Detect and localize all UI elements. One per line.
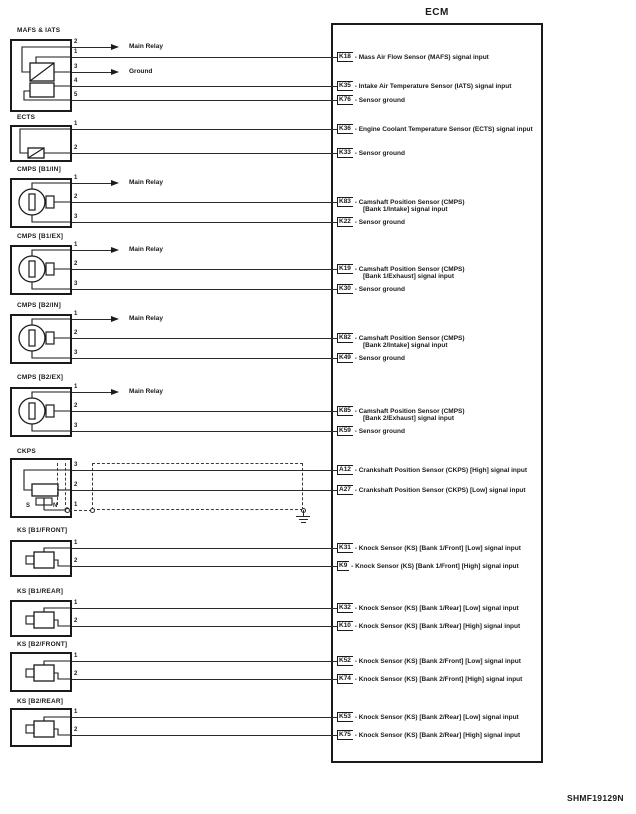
- pin-number: 1: [74, 653, 78, 659]
- connector-label: ECTS: [17, 114, 36, 121]
- ground-symbol: [299, 519, 308, 520]
- ecm-pin-description: - Knock Sensor (KS) [Bank 1/Rear] [Low] signal input: [353, 605, 519, 612]
- signal-wire: [72, 289, 338, 290]
- ecm-pin-id: K30: [339, 285, 351, 292]
- ecm-pin-description: - Knock Sensor (KS) [Bank 2/Front] [Low] signal input: [353, 658, 521, 665]
- ecm-pin-description: - Knock Sensor (KS) [Bank 1/Front] [Low] signal input: [353, 545, 521, 552]
- shield-node: [65, 508, 70, 513]
- pin-number: 1: [74, 384, 78, 390]
- pin-number: 3: [74, 214, 78, 220]
- pin-number: 1: [74, 175, 78, 181]
- pin-number: 2: [74, 330, 78, 336]
- pin-number: 3: [74, 64, 78, 70]
- arrow-right-icon: [111, 44, 119, 50]
- ecm-pin-id: A27: [339, 486, 351, 493]
- ecm-pin-description: - Sensor ground: [353, 150, 405, 157]
- pin-number: 2: [74, 671, 78, 677]
- ecm-pin-id: K74: [339, 675, 351, 682]
- main-relay-label: Main Relay: [129, 315, 163, 322]
- pin-number: 5: [74, 92, 78, 98]
- supply-wire: [72, 250, 111, 251]
- ecm-pin-description-line2: [Bank 2/Intake] signal input: [363, 342, 448, 349]
- ecm-pin-label: [337, 284, 405, 294]
- ecm-pin-description: - Knock Sensor (KS) [Bank 1/Rear] [High] signal input: [353, 623, 520, 630]
- ecm-pin-description: - Sensor ground: [353, 355, 405, 362]
- ecm-pin-label: [337, 52, 489, 62]
- signal-wire: [72, 358, 338, 359]
- pin-number: 2: [74, 145, 78, 151]
- signal-wire: [72, 338, 338, 339]
- ecm-pin-label: [337, 124, 533, 134]
- supply-wire: [72, 392, 111, 393]
- magnet-north-label: N: [53, 503, 58, 509]
- pin-number: 1: [74, 49, 78, 55]
- signal-wire: [72, 735, 338, 736]
- ecm-pin-label: [337, 730, 520, 740]
- ecm-pin-id: K32: [339, 604, 351, 611]
- ecm-pin-description: - Knock Sensor (KS) [Bank 2/Front] [High] signal input: [353, 676, 522, 683]
- pin-number: 2: [74, 194, 78, 200]
- ecm-pin-id: K82: [339, 334, 351, 341]
- pin-number: 2: [74, 261, 78, 267]
- shield-dash-line: [69, 510, 92, 511]
- connector-label: CMPS [B2/IN]: [17, 302, 61, 309]
- ecm-pin-label: [337, 621, 520, 631]
- cmps-sensor-icon: [10, 314, 72, 364]
- ground-symbol: [296, 516, 310, 517]
- ecm-pin-id: K10: [339, 622, 351, 629]
- signal-wire: [72, 608, 338, 609]
- arrow-right-icon: [111, 389, 119, 395]
- ecm-pin-label: [337, 674, 522, 684]
- ecm-pin-description: - Crankshaft Position Sensor (CKPS) [Low] signal input: [353, 487, 526, 494]
- ecm-pin-id: K31: [339, 544, 351, 551]
- pin-number: 2: [74, 558, 78, 564]
- ecm-pin-label: [337, 543, 521, 553]
- ecm-pin-description-line2: [Bank 1/Intake] signal input: [363, 206, 448, 213]
- ecm-pin-id: K52: [339, 657, 351, 664]
- ecm-pin-label: [337, 561, 519, 571]
- pin-number: 1: [74, 311, 78, 317]
- ckps-sensor-icon: [10, 458, 72, 518]
- signal-wire: [72, 717, 338, 718]
- ecm-pin-description: - Sensor ground: [353, 286, 405, 293]
- connector-label: CKPS: [17, 448, 36, 455]
- signal-wire: [72, 566, 338, 567]
- pin-number: 3: [74, 281, 78, 287]
- ecm-pin-label: [337, 353, 405, 363]
- pin-number: 2: [74, 618, 78, 624]
- ecm-pin-label: [337, 712, 519, 722]
- shield-dash-line: [65, 463, 66, 505]
- main-relay-label: Main Relay: [129, 43, 163, 50]
- shield-dash-line: [57, 463, 58, 505]
- signal-wire: [72, 222, 338, 223]
- pin-number: 2: [74, 39, 78, 45]
- connector-label: CMPS [B2/EX]: [17, 374, 64, 381]
- ecm-pin-description: - Camshaft Position Sensor (CMPS): [353, 335, 465, 342]
- connector-label: CMPS [B1/IN]: [17, 166, 61, 173]
- shield-node: [90, 508, 95, 513]
- ground-label: Ground: [129, 68, 153, 75]
- ks-sensor-icon: [10, 600, 72, 637]
- pin-number: 1: [74, 502, 78, 508]
- pin-number: 2: [74, 727, 78, 733]
- ecm-pin-description: - Camshaft Position Sensor (CMPS): [353, 199, 465, 206]
- signal-wire: [72, 202, 338, 203]
- signal-wire: [72, 411, 338, 412]
- signal-wire: [72, 679, 338, 680]
- ecm-pin-description: - Mass Air Flow Sensor (MAFS) signal input: [353, 54, 489, 61]
- ecm-pin-id: A12: [339, 466, 351, 473]
- connector-label: KS [B1/FRONT]: [17, 527, 68, 534]
- ks-sensor-icon: [10, 540, 72, 577]
- connector-label: KS [B2/REAR]: [17, 698, 64, 705]
- signal-wire: [72, 129, 338, 130]
- ecm-pin-id: K85: [339, 407, 351, 414]
- ks-sensor-icon: [10, 708, 72, 747]
- ecm-pin-id: K36: [339, 125, 351, 132]
- diagram-code: SHMF19129N: [567, 793, 624, 803]
- cmps-sensor-icon: [10, 245, 72, 295]
- ecm-pin-description-line2: [Bank 2/Exhaust] signal input: [363, 415, 455, 422]
- ecm-pin-id: K53: [339, 713, 351, 720]
- arrow-right-icon: [111, 180, 119, 186]
- cmps-sensor-icon: [10, 387, 72, 437]
- ecm-pin-id: K75: [339, 731, 351, 738]
- ecm-title: ECM: [425, 7, 449, 18]
- supply-wire: [72, 47, 111, 48]
- signal-wire: [72, 470, 338, 471]
- ecm-pin-description: - Crankshaft Position Sensor (CKPS) [High] signal input: [353, 467, 527, 474]
- ecm-pin-description: - Sensor ground: [353, 428, 405, 435]
- pin-number: 1: [74, 242, 78, 248]
- connector-label: KS [B1/REAR]: [17, 588, 64, 595]
- supply-wire: [72, 183, 111, 184]
- ecm-pin-id: K33: [339, 149, 351, 156]
- magnet-south-label: S: [26, 503, 31, 509]
- ecm-pin-label: [337, 426, 405, 436]
- ects-sensor-icon: [10, 125, 72, 162]
- ecm-pin-description: - Knock Sensor (KS) [Bank 1/Front] [High] signal input: [349, 563, 518, 570]
- pin-number: 2: [74, 403, 78, 409]
- mafs-sensor-icon: [10, 39, 72, 112]
- ecm-pin-id: K83: [339, 198, 351, 205]
- ecm-pin-id: K18: [339, 53, 351, 60]
- ecm-pin-id: K19: [339, 265, 351, 272]
- ecm-pin-label: [337, 603, 519, 613]
- signal-wire: [72, 269, 338, 270]
- signal-wire: [72, 153, 338, 154]
- ecm-pin-description: - Knock Sensor (KS) [Bank 2/Rear] [High] signal input: [353, 732, 520, 739]
- connector-label: KS [B2/FRONT]: [17, 641, 68, 648]
- pin-number: 1: [74, 709, 78, 715]
- ecm-pin-label: [337, 148, 405, 158]
- main-relay-label: Main Relay: [129, 388, 163, 395]
- signal-wire: [72, 626, 338, 627]
- signal-wire: [72, 431, 338, 432]
- signal-wire: [72, 661, 338, 662]
- ecm-pin-label: [337, 656, 521, 666]
- signal-wire: [72, 548, 338, 549]
- cmps-sensor-icon: [10, 178, 72, 228]
- ecm-pin-description: - Sensor ground: [353, 219, 405, 226]
- pin-number: 3: [74, 462, 78, 468]
- ecm-pin-description: - Camshaft Position Sensor (CMPS): [353, 266, 465, 273]
- pin-number: 1: [74, 121, 78, 127]
- ecm-pin-label: [337, 465, 527, 475]
- ecm-pin-id: K22: [339, 218, 351, 225]
- arrow-right-icon: [111, 247, 119, 253]
- pin-number: 1: [74, 540, 78, 546]
- pin-number: 1: [74, 600, 78, 606]
- signal-wire: [72, 100, 338, 101]
- ground-symbol: [301, 522, 306, 523]
- ecm-box: [331, 23, 543, 763]
- ecm-pin-id: K76: [339, 96, 351, 103]
- ecm-pin-description: - Camshaft Position Sensor (CMPS): [353, 408, 465, 415]
- arrow-right-icon: [111, 69, 119, 75]
- supply-wire: [72, 72, 111, 73]
- ecm-pin-id: K9: [339, 562, 348, 569]
- connector-label: CMPS [B1/EX]: [17, 233, 64, 240]
- pin-number: 3: [74, 350, 78, 356]
- ecm-pin-label: [337, 95, 405, 105]
- pin-number: 3: [74, 423, 78, 429]
- ecm-pin-description: - Intake Air Temperature Sensor (IATS) signal input: [353, 83, 511, 90]
- signal-wire: [72, 490, 338, 491]
- ecm-pin-description: - Sensor ground: [353, 97, 405, 104]
- ecm-pin-description: - Knock Sensor (KS) [Bank 2/Rear] [Low] signal input: [353, 714, 519, 721]
- connector-label: MAFS & IATS: [17, 27, 61, 34]
- signal-wire: [72, 86, 338, 87]
- ecm-pin-id: K59: [339, 427, 351, 434]
- ecm-pin-label: [337, 81, 511, 91]
- main-relay-label: Main Relay: [129, 179, 163, 186]
- pin-number: 4: [74, 78, 78, 84]
- ecm-pin-description: - Engine Coolant Temperature Sensor (ECTS) signal input: [353, 126, 533, 133]
- ecm-pin-label: [337, 485, 526, 495]
- ecm-pin-id: K49: [339, 354, 351, 361]
- main-relay-label: Main Relay: [129, 246, 163, 253]
- ks-sensor-icon: [10, 652, 72, 692]
- signal-wire: [72, 57, 338, 58]
- arrow-right-icon: [111, 316, 119, 322]
- ecm-pin-label: [337, 217, 405, 227]
- supply-wire: [72, 319, 111, 320]
- ecm-pin-id: K35: [339, 82, 351, 89]
- pin-number: 2: [74, 482, 78, 488]
- ecm-pin-description-line2: [Bank 1/Exhaust] signal input: [363, 273, 455, 280]
